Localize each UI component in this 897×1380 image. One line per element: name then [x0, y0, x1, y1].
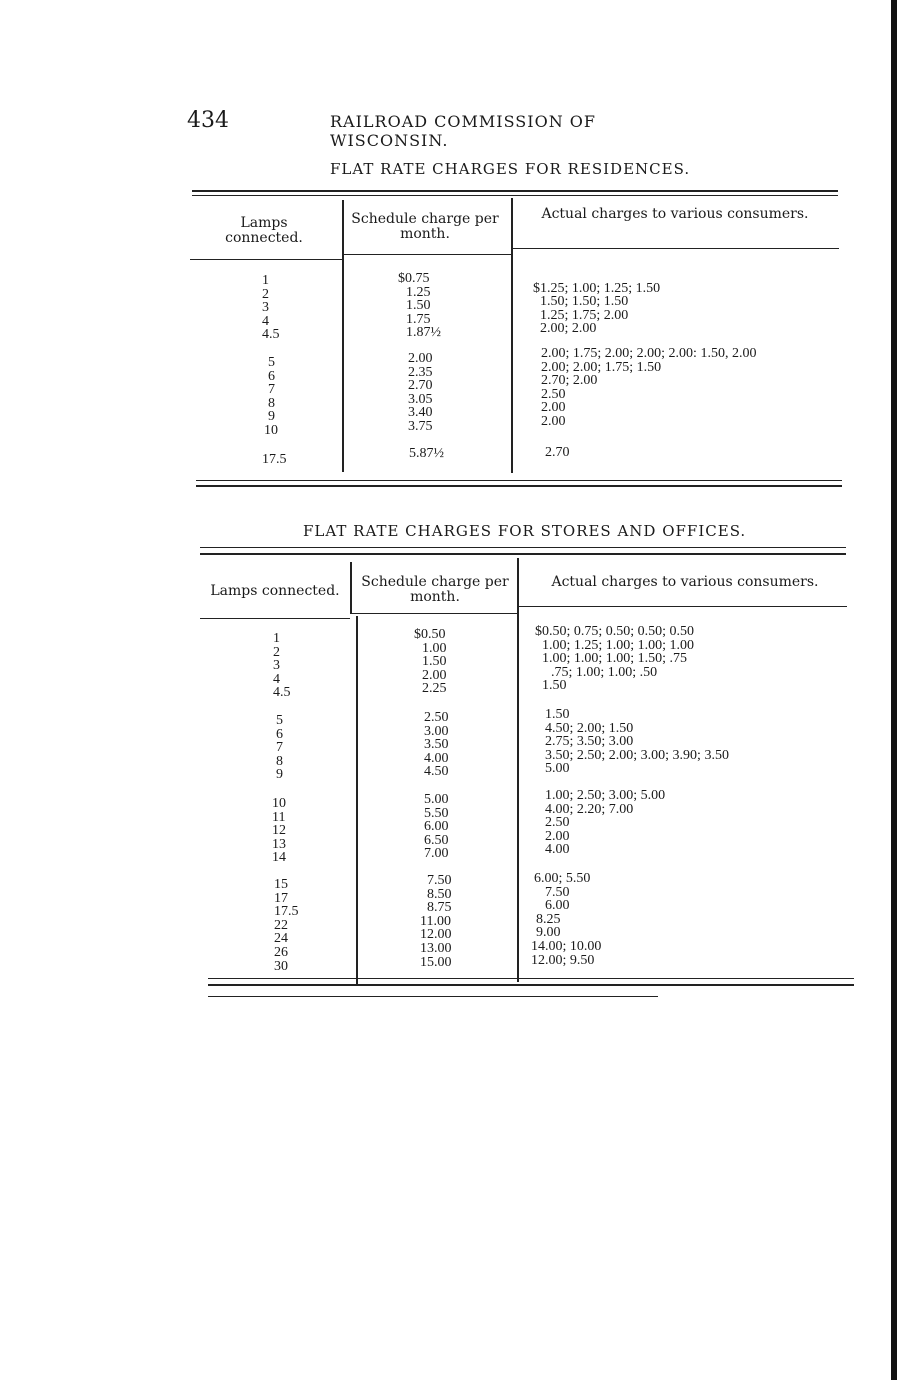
schedule-cell: 1.87½ [406, 325, 441, 341]
column-header-actual: Actual charges to various consumers. [551, 574, 819, 590]
lamps-group [262, 453, 287, 467]
actual-cell: 6.00 [545, 898, 570, 914]
column-divider [350, 562, 352, 614]
lamps-cell: 7 [268, 382, 275, 398]
actual-cell: 5.00 [545, 761, 570, 777]
lamps-cell: 22 [274, 917, 288, 933]
lamps-cell: 8 [276, 753, 283, 769]
lamps-cell: 6 [276, 726, 283, 742]
lamps-cell: 5 [276, 713, 283, 728]
actual-group [545, 789, 665, 857]
lamps-group [262, 274, 280, 342]
column-header-schedule: Schedule charge per month. [361, 574, 509, 605]
schedule-cell: 4.00 [424, 750, 449, 766]
schedule-cell: 2.00 [408, 351, 433, 366]
lamps-cell: 17 [274, 890, 288, 906]
column-header-lamps: Lamps connected. [225, 215, 303, 246]
residences-table-title: FLAT RATE CHARGES FOR RESIDENCES. [330, 160, 691, 178]
schedule-cell: 5.87½ [409, 446, 444, 461]
lamps-group [274, 878, 299, 973]
schedule-cell: 1.00 [422, 640, 447, 656]
actual-cell: 1.25; 1.75; 2.00 [540, 307, 629, 323]
actual-cell: 4.50; 2.00; 1.50 [545, 720, 634, 736]
schedule-cell: 4.50 [424, 764, 449, 780]
stores-table-title: FLAT RATE CHARGES FOR STORES AND OFFICES. [303, 522, 747, 540]
schedule-group [424, 711, 449, 779]
schedule-cell: 3.05 [408, 391, 433, 407]
actual-cell: 2.70; 2.00 [541, 373, 598, 389]
column-divider [511, 198, 513, 473]
schedule-cell: 11.00 [420, 913, 451, 929]
actual-cell: 14.00; 10.00 [531, 938, 602, 954]
actual-cell: 4.00 [545, 842, 570, 858]
schedule-cell: 2.25 [422, 681, 447, 697]
schedule-cell: 3.00 [424, 723, 449, 739]
actual-group [531, 872, 601, 967]
schedule-group [398, 272, 441, 340]
actual-cell: 2.00 [545, 828, 570, 844]
lamps-cell: 5 [268, 355, 275, 370]
lamps-cell: 10 [272, 796, 286, 811]
schedule-cell: 2.50 [424, 710, 449, 725]
lamps-group [273, 632, 291, 700]
schedule-cell: 3.40 [408, 405, 433, 421]
actual-cell: 1.50; 1.50; 1.50 [540, 294, 629, 310]
schedule-cell: 1.25 [406, 284, 431, 300]
header-underline [517, 606, 847, 607]
schedule-cell: 1.75 [406, 311, 431, 327]
lamps-cell: 4.5 [273, 685, 291, 701]
actual-group [533, 268, 660, 336]
schedule-cell: 5.00 [424, 792, 449, 807]
actual-cell: 2.50 [545, 815, 570, 831]
schedule-cell: 6.00 [424, 819, 449, 835]
lamps-cell: 2 [262, 286, 269, 302]
actual-cell: 9.00 [536, 925, 561, 941]
actual-cell: $0.50; 0.75; 0.50; 0.50; 0.50 [535, 624, 695, 639]
header-underline [350, 613, 518, 614]
lamps-cell: 3 [273, 658, 280, 674]
lamps-cell: 9 [268, 409, 275, 425]
page-header [187, 108, 707, 150]
actual-cell: 1.00; 1.00; 1.00; 1.50; .75 [542, 651, 688, 667]
schedule-cell: 8.75 [427, 900, 452, 916]
actual-cell: 7.50 [545, 884, 570, 900]
schedule-cell: 12.00 [420, 927, 452, 943]
schedule-cell: 5.50 [424, 805, 449, 821]
lamps-cell: 1 [273, 631, 280, 646]
actual-cell [533, 268, 660, 282]
schedule-cell: 8.50 [427, 886, 452, 902]
actual-cell: 2.70 [545, 445, 570, 460]
actual-cell: 1.00; 1.25; 1.00; 1.00; 1.00 [542, 637, 695, 653]
schedule-cell: 3.50 [424, 737, 449, 753]
lamps-cell: 4 [273, 671, 280, 687]
running-title: RAILROAD COMMISSION OF WISCONSIN. [330, 112, 597, 150]
actual-cell: 4.00; 2.20; 7.00 [545, 801, 634, 817]
actual-cell: 1.00; 2.50; 3.00; 5.00 [545, 788, 666, 803]
schedule-group [409, 447, 444, 461]
scan-edge-border [891, 0, 897, 1380]
schedule-cell: 3.75 [408, 418, 433, 434]
actual-cell: .75; 1.00; 1.00; .50 [551, 664, 658, 680]
schedule-cell: $0.50 [414, 627, 446, 642]
table-top-rule-inner [200, 547, 846, 548]
page-number: 434 [187, 108, 229, 133]
lamps-cell: 6 [268, 368, 275, 384]
lamps-cell: 30 [274, 958, 288, 974]
column-divider [342, 200, 344, 472]
schedule-cell: 15.00 [420, 954, 452, 970]
schedule-cell: 2.70 [408, 378, 433, 394]
actual-cell: 12.00; 9.50 [531, 952, 595, 968]
actual-cell: 2.00 [541, 413, 566, 429]
lamps-cell: 10 [264, 422, 278, 438]
table-bottom-rule-outer [196, 485, 842, 487]
schedule-cell: $0.75 [398, 271, 430, 286]
lamps-cell: 9 [276, 767, 283, 783]
lamps-group [264, 355, 278, 438]
lamps-cell: 26 [274, 944, 288, 960]
lamps-cell: 17.5 [262, 452, 287, 467]
actual-cell: 6.00; 5.50 [534, 871, 591, 886]
lamps-cell: 1 [262, 273, 269, 288]
schedule-group [420, 874, 452, 969]
actual-group [545, 708, 729, 776]
schedule-cell: 7.00 [424, 846, 449, 862]
table-footer-rule [208, 996, 658, 997]
lamps-cell: 2 [273, 644, 280, 660]
actual-cell: 1.50 [545, 707, 570, 722]
lamps-group [276, 714, 283, 782]
schedule-cell: 1.50 [422, 654, 447, 670]
column-header-actual: Actual charges to various consumers. [541, 206, 809, 222]
actual-cell: 1.50 [542, 678, 567, 694]
schedule-cell: 6.50 [424, 832, 449, 848]
lamps-cell: 8 [268, 395, 275, 411]
actual-cell: 2.00; 1.75; 2.00; 2.00; 2.00: 1.50, 2.00 [541, 346, 757, 361]
schedule-cell: 2.00 [422, 667, 447, 683]
lamps-cell: 15 [274, 877, 288, 892]
actual-group [545, 446, 570, 460]
lamps-cell: 4 [262, 313, 269, 329]
actual-cell: 2.75; 3.50; 3.00 [545, 734, 634, 750]
lamps-group [272, 797, 286, 865]
schedule-group [414, 628, 447, 696]
lamps-cell: 17.5 [274, 904, 299, 920]
lamps-cell: 14 [272, 850, 286, 866]
table-bottom-rule [208, 978, 854, 979]
header-underline [342, 254, 512, 255]
actual-cell: 2.00 [541, 400, 566, 416]
lamps-cell: 13 [272, 836, 286, 852]
column-header-lamps: Lamps connected. [210, 583, 340, 599]
lamps-cell: 11 [272, 809, 286, 825]
actual-cell: 3.50; 2.50; 2.00; 3.00; 3.90; 3.50 [545, 747, 729, 763]
actual-cell: 2.50 [541, 386, 566, 402]
actual-group [541, 347, 756, 429]
column-divider [356, 616, 358, 984]
lamps-cell: 7 [276, 740, 283, 756]
lamps-cell: 3 [262, 300, 269, 316]
actual-group [535, 625, 694, 693]
schedule-cell: 2.35 [408, 364, 433, 380]
schedule-cell: 13.00 [420, 940, 452, 956]
column-header-schedule: Schedule charge per month. [351, 211, 499, 242]
schedule-cell: 7.50 [427, 873, 452, 888]
actual-cell: 2.00; 2.00 [540, 321, 597, 337]
lamps-cell: 12 [272, 823, 286, 839]
header-underline [511, 248, 839, 249]
table-top-rule-inner [192, 195, 838, 196]
schedule-cell: 1.50 [406, 298, 431, 314]
table-bottom-rule-outer [208, 984, 854, 986]
schedule-group [408, 352, 433, 434]
header-underline [200, 618, 350, 619]
header-underline [190, 259, 342, 260]
actual-cell: 2.00; 2.00; 1.75; 1.50 [541, 359, 662, 375]
actual-cell: 8.25 [536, 911, 561, 927]
lamps-cell: 24 [274, 931, 288, 947]
schedule-group [424, 793, 449, 861]
table-bottom-rule [196, 480, 842, 481]
actual-cell: $1.25; 1.00; 1.25; 1.50 [533, 280, 661, 296]
column-divider [517, 558, 519, 982]
table-top-rule [192, 190, 838, 192]
lamps-cell: 4.5 [262, 327, 280, 343]
table-top-rule [200, 553, 846, 555]
